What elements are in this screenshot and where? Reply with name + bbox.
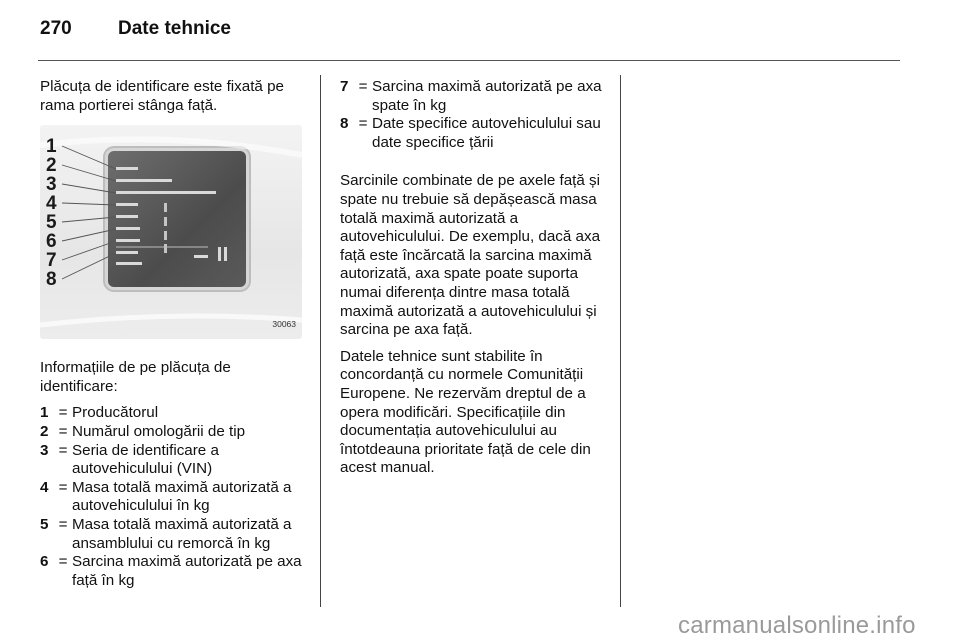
callout-3: 3: [46, 174, 57, 196]
callout-1: 1: [46, 136, 57, 158]
item-text: Sarcina maximă autorizată pe axa față în kg: [72, 553, 302, 589]
page-number: 270: [40, 18, 72, 39]
equals-sign: =: [58, 404, 68, 422]
specifications-paragraph: Datele tehnice sunt stabilite în concordanță cu normele Comunității Europene. Ne rezervăm dreptul de a opera modificări. Specificațiile din documentația autovehiculului au întotdeauna prioritate față de cele din acest manual.: [340, 347, 591, 477]
list-item: [40, 423, 308, 442]
list-item: [40, 516, 308, 553]
item-number: 4: [40, 478, 49, 496]
item-text: Seria de identificare a autovehiculului (VIN): [72, 441, 219, 478]
identification-plate-figure: [40, 125, 302, 339]
item-number: 7: [340, 78, 349, 95]
item-text: Masa totală maximă autorizată a autovehiculului în kg: [72, 478, 292, 515]
callout-5: 5: [46, 212, 57, 234]
info-list: [40, 404, 308, 590]
intro-paragraph: Plăcuța de identificare este fixată pe rama portierei stânga față.: [40, 78, 284, 114]
equals-sign: =: [358, 78, 368, 95]
item-text: Numărul omologării de tip: [72, 422, 246, 440]
callout-6: 6: [46, 231, 57, 253]
list-item: [40, 404, 308, 423]
callout-leader-lines: [40, 125, 302, 339]
callout-8: 8: [46, 269, 57, 291]
item-number: 8: [340, 115, 349, 133]
item-number: 1: [40, 404, 49, 422]
middle-column: [340, 78, 608, 486]
equals-sign: =: [58, 515, 68, 533]
header-rule: [38, 60, 900, 61]
page-header: [40, 18, 231, 48]
equals-sign: =: [58, 422, 68, 440]
left-column: [40, 78, 308, 590]
item-number: 5: [40, 515, 49, 533]
equals-sign: =: [358, 115, 368, 133]
item-number: 2: [40, 422, 49, 440]
info-list-continued: [340, 78, 608, 152]
figure-code: 30063: [272, 318, 296, 329]
page-title: Date tehnice: [118, 18, 231, 39]
callout-7: 7: [46, 250, 57, 272]
column-divider-left: [320, 75, 321, 607]
list-item: [40, 553, 308, 590]
list-item: [40, 442, 308, 479]
list-item: [340, 115, 608, 152]
callout-2: 2: [46, 155, 57, 177]
equals-sign: =: [58, 478, 68, 496]
item-number: 6: [40, 553, 49, 571]
column-divider-right: [620, 75, 621, 607]
equals-sign: =: [58, 441, 68, 459]
item-text: Sarcina maximă autorizată pe axa spate în kg: [372, 78, 602, 114]
equals-sign: =: [58, 553, 68, 571]
item-number: 3: [40, 441, 49, 459]
axle-load-paragraph: Sarcinile combinate de pe axele față și spate nu trebuie să depășească masa totală maximă autorizată a autovehiculului. De exemplu, dacă axa față este încărcată la sarcina maximă autorizată, axa spate poate suporta numai diferența dintre masa totală maximă autorizată a autovehiculului și sarcina pe axa față.: [340, 172, 601, 339]
callout-4: 4: [46, 193, 57, 215]
item-text: Date specifice autovehiculului sau date specifice țării: [372, 115, 601, 151]
watermark: carmanualsonline.info: [678, 612, 916, 639]
list-item: [40, 479, 308, 516]
info-heading: Informațiile de pe plăcuța de identificare:: [40, 359, 231, 395]
item-text: Masa totală maximă autorizată a ansamblului cu remorcă în kg: [72, 515, 292, 552]
item-text: Producătorul: [72, 404, 159, 422]
list-item: [340, 78, 608, 115]
